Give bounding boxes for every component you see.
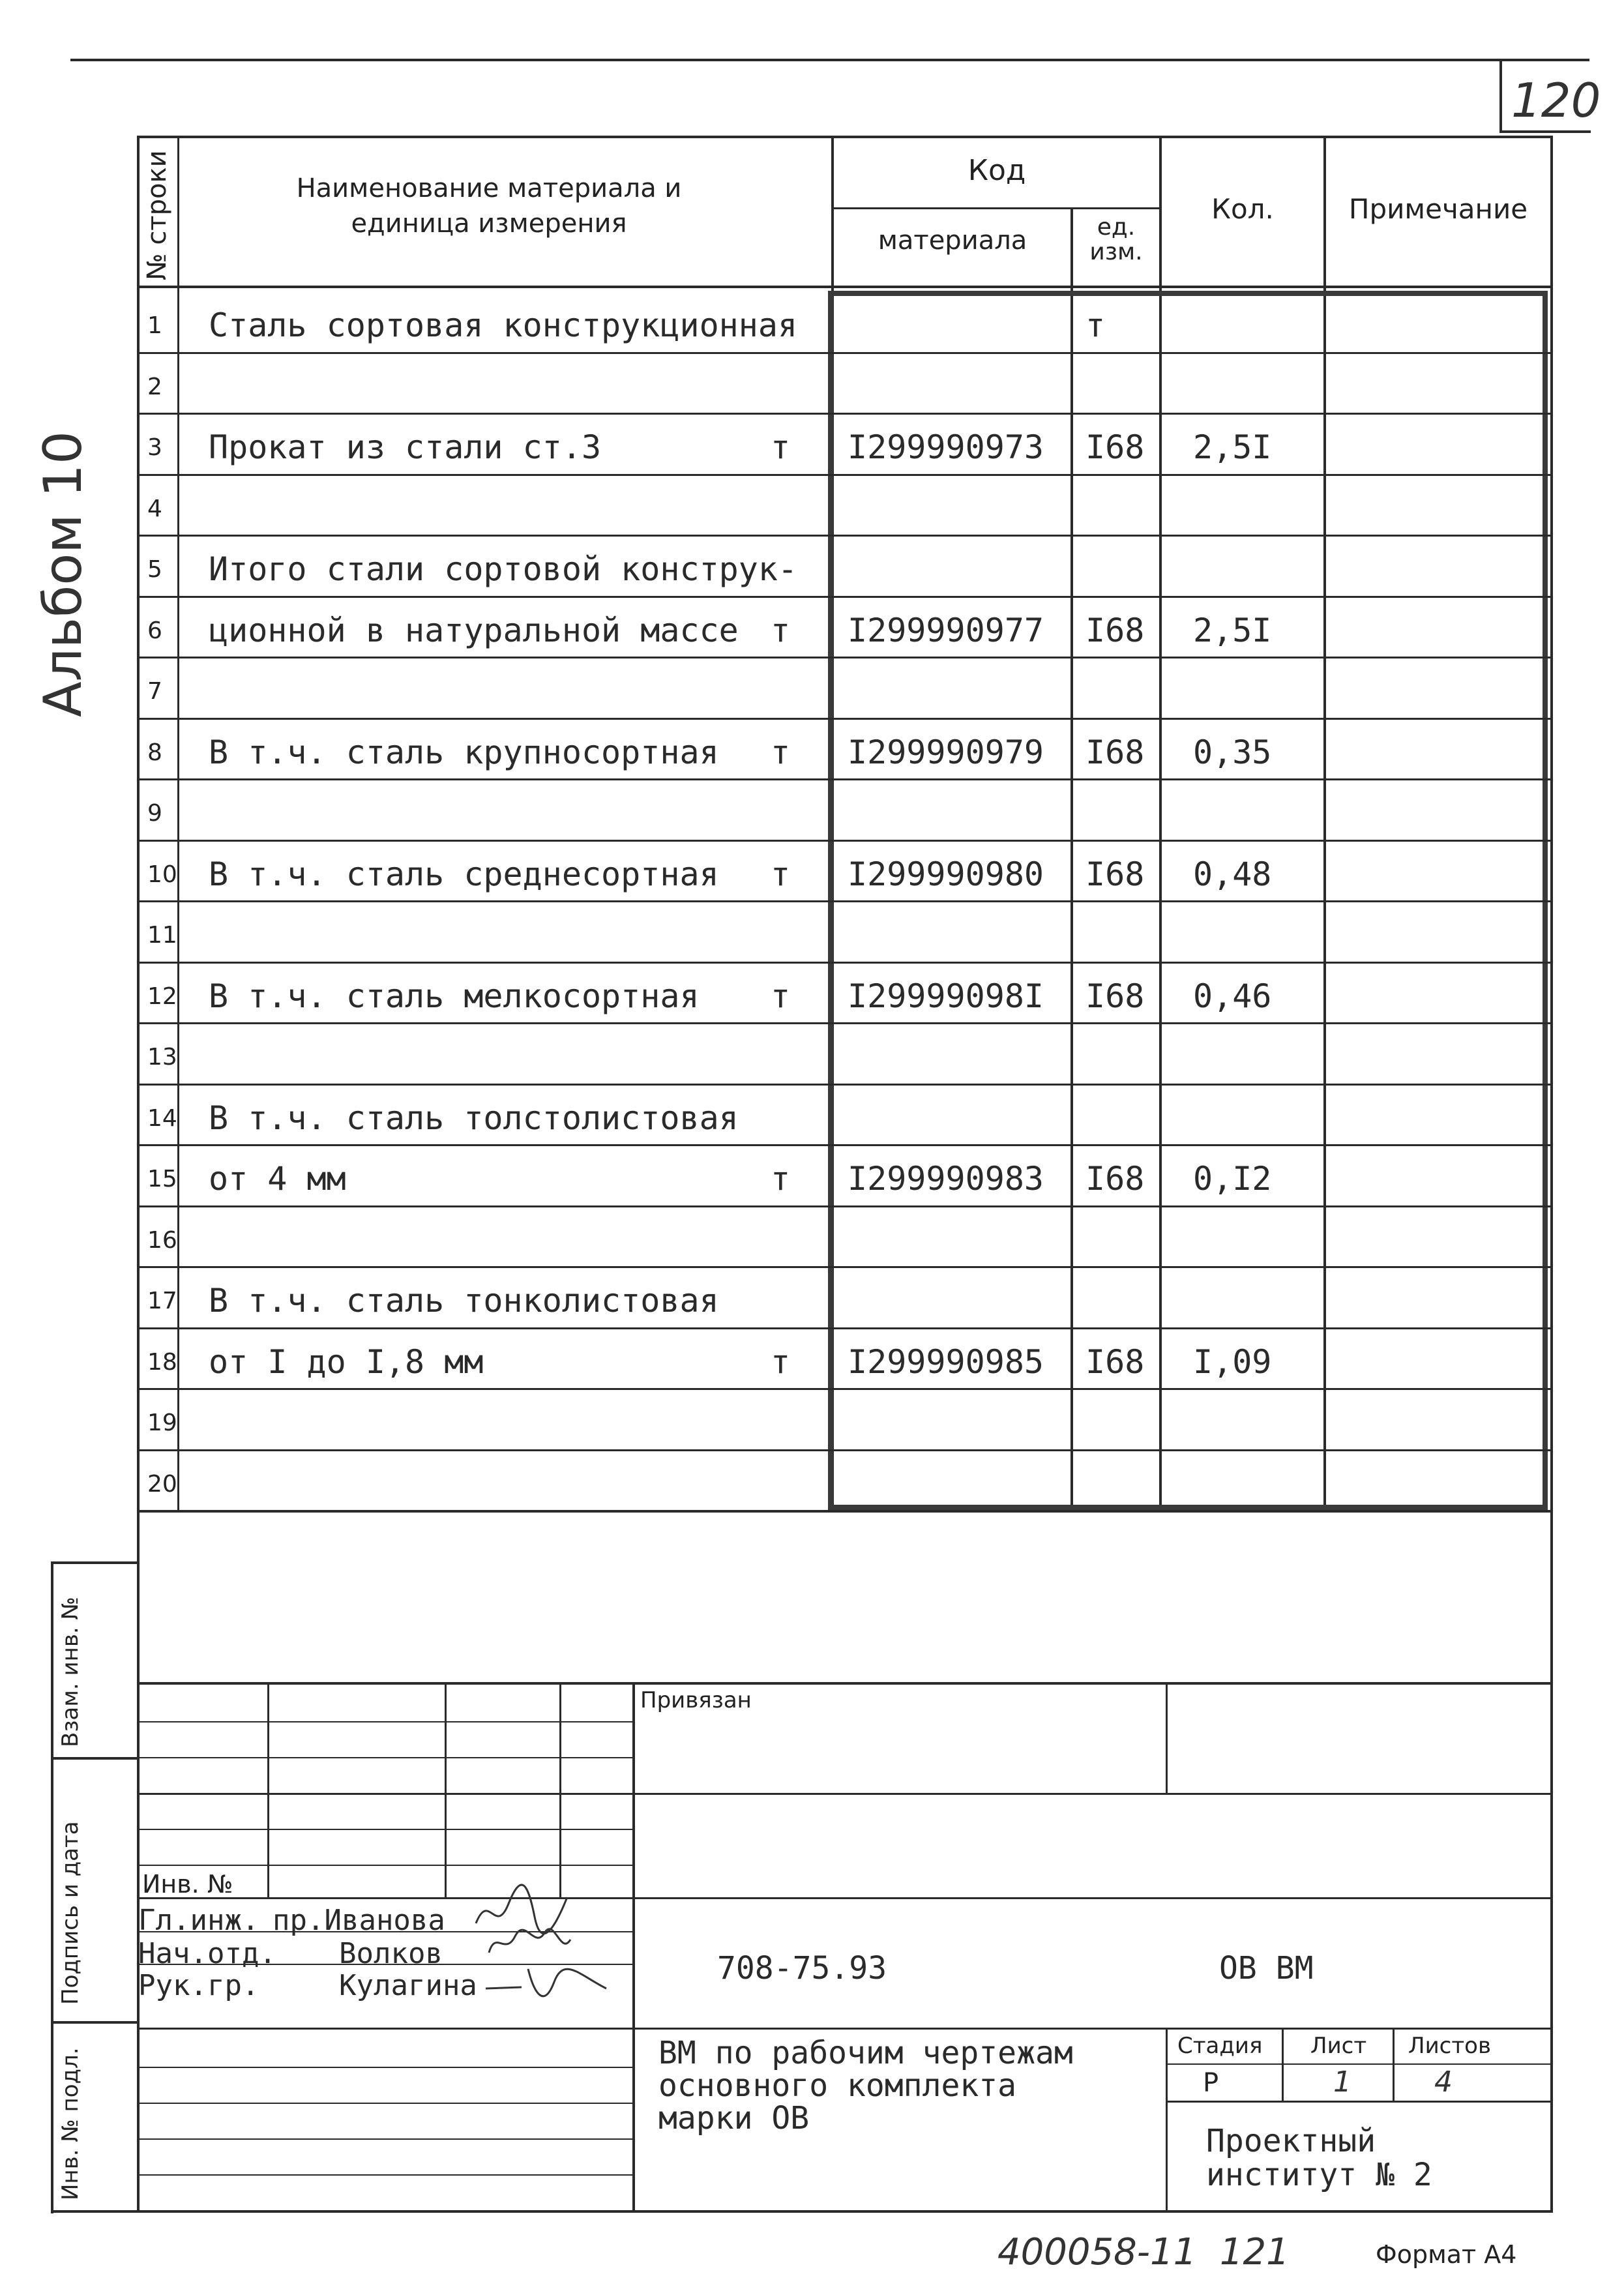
row-separator (138, 474, 1550, 476)
row-quantity: I,09 (1193, 1343, 1272, 1381)
doc-mark: ОВ ВМ (1219, 1950, 1314, 1987)
unit-header: ед. изм. (1089, 214, 1143, 265)
row-number: 13 (147, 1044, 177, 1071)
row-number: 10 (147, 861, 177, 888)
row-separator (138, 1084, 1550, 1086)
stamp-line-2 (137, 1757, 634, 1758)
header-bottom-border (137, 286, 1553, 288)
row-number: 8 (147, 739, 162, 766)
row-separator (138, 1388, 1550, 1390)
stage-label: Стадия (1177, 2033, 1263, 2059)
stamp-line-12 (137, 2138, 634, 2140)
qty-header: Кол. (1211, 193, 1274, 225)
side-strip-top (51, 1561, 138, 1564)
row-unit-code: I68 (1085, 428, 1145, 466)
row-unit-code: т (1085, 306, 1106, 344)
doc-title-line1: ВМ по рабочим чертежам (658, 2035, 1073, 2071)
row-quantity: 0,35 (1193, 733, 1272, 771)
sheets-label: Листов (1408, 2033, 1492, 2059)
stage-block-left (1166, 2028, 1168, 2211)
row-material-name: В т.ч. сталь крупносортная (209, 733, 719, 771)
row-separator (138, 778, 1550, 780)
stamp-line-9 (137, 2028, 1553, 2030)
material-header: материала (878, 226, 1027, 256)
org-line2: институт № 2 (1206, 2157, 1432, 2193)
row-quantity: 0,46 (1193, 977, 1272, 1015)
row-quantity: 0,48 (1193, 855, 1272, 893)
row-number: 9 (147, 800, 162, 827)
stamp-top (137, 1682, 1553, 1685)
row-unit-marker: т (771, 733, 791, 771)
privyazan-label: Привязан (640, 1687, 752, 1713)
row-separator (138, 413, 1550, 415)
row-number: 12 (147, 983, 177, 1010)
row-number: 15 (147, 1166, 177, 1192)
row-separator (138, 535, 1550, 537)
row-number: 18 (147, 1349, 177, 1376)
code-header: Код (967, 154, 1026, 187)
name-header: Наименование материала и единица измерения (296, 173, 682, 239)
row-material-name: от 4 мм (209, 1160, 346, 1198)
row-separator (138, 1022, 1550, 1024)
stamp-col-main (632, 1682, 635, 2211)
row-unit-code: I68 (1085, 855, 1145, 893)
row-separator (138, 962, 1550, 964)
role-1: Гл.инж. (138, 1904, 259, 1937)
sheets-value: 4 (1434, 2065, 1453, 2099)
row-material-name: В т.ч. сталь толстолистовая (209, 1099, 739, 1137)
data-bottom-border (137, 1510, 1553, 1513)
row-separator (138, 900, 1550, 902)
stage-value: Р (1203, 2068, 1219, 2098)
name-3: Кулагина (339, 1969, 477, 2002)
row-number: 5 (147, 556, 162, 583)
row-material-name: В т.ч. сталь среднесортная (209, 855, 719, 893)
org-line1: Проектный (1206, 2123, 1376, 2159)
stamp-col-privyazan-right (1166, 1682, 1168, 1793)
name-1: пр.Иванова (273, 1904, 445, 1937)
note-header: Примечание (1348, 193, 1528, 225)
role-2: Нач.отд. (138, 1937, 276, 1970)
row-material-name: В т.ч. сталь мелкосортная (209, 977, 700, 1015)
code-subheader-line (831, 207, 1160, 209)
stamp-line-6 (137, 1897, 1553, 1899)
page-number-box-left (1499, 60, 1502, 132)
footer-format: Формат А4 (1376, 2240, 1517, 2269)
row-number: 20 (147, 1471, 177, 1498)
stage-bottom-line (1166, 2101, 1553, 2103)
vzam-label: Взам. инв. № (57, 1597, 83, 1747)
row-number: 6 (147, 617, 162, 644)
row-separator (138, 1144, 1550, 1146)
row-number: 7 (147, 678, 162, 705)
footer-handwritten: 400058-11 121 (997, 2231, 1290, 2273)
sheet-label: Лист (1310, 2033, 1367, 2059)
stamp-line-10 (137, 2067, 634, 2068)
row-unit-marker: т (771, 1160, 791, 1198)
side-strip-sep1 (51, 1757, 138, 1760)
doc-title-line3: марки ОВ (658, 2100, 810, 2136)
row-unit-code: I68 (1085, 1343, 1145, 1381)
row-material-code: I299990977 (848, 612, 1044, 649)
stamp-line-4 (137, 1829, 634, 1830)
row-number: 2 (147, 374, 162, 400)
row-quantity: 2,5I (1193, 428, 1272, 466)
row-unit-marker: т (771, 977, 791, 1015)
row-separator (138, 840, 1550, 842)
row-material-name: Прокат из стали ст.3 (209, 428, 602, 466)
stage-mid-line (1166, 2063, 1553, 2065)
row-number: 3 (147, 434, 162, 461)
row-separator (138, 657, 1550, 658)
top-rule (70, 59, 1589, 61)
sheet-value: 1 (1333, 2065, 1351, 2099)
row-no-header: № строки (142, 150, 172, 280)
row-unit-marker: т (771, 855, 791, 893)
side-strip-left (51, 1561, 53, 2213)
table-left-border (137, 137, 140, 2210)
name-2: Волков (339, 1937, 443, 1970)
stamp-line-13 (137, 2174, 634, 2176)
row-material-code: I299990980 (848, 855, 1044, 893)
row-unit-code: I68 (1085, 1160, 1145, 1198)
row-number: 14 (147, 1105, 177, 1132)
doc-title-line2: основного комплекта (658, 2067, 1017, 2104)
row-material-name: ционной в натуральной массе (209, 612, 739, 649)
row-number: 17 (147, 1288, 177, 1314)
row-material-code: I299990979 (848, 733, 1044, 771)
side-strip-bottom (51, 2210, 1553, 2213)
row-number: 4 (147, 495, 162, 522)
row-material-code: I299990985 (848, 1343, 1044, 1381)
inv-no-label: Инв. № (142, 1870, 233, 1899)
stamp-line-3 (137, 1793, 1553, 1795)
signature-3 (482, 1956, 613, 2015)
row-unit-marker: т (771, 428, 791, 466)
stamp-line-5 (137, 1865, 634, 1866)
role-3: Рук.гр. (138, 1969, 259, 2002)
doc-code: 708-75.93 (717, 1950, 887, 1987)
stamp-line-11 (137, 2103, 634, 2104)
side-strip-sep2 (51, 2021, 138, 2024)
row-material-name: В т.ч. сталь тонколистовая (209, 1282, 719, 1320)
row-unit-code: I68 (1085, 612, 1145, 649)
row-separator (138, 1449, 1550, 1451)
album-label: Альбом 10 (33, 431, 93, 717)
row-unit-code: I68 (1085, 977, 1145, 1015)
row-material-name: от I до I,8 мм (209, 1343, 484, 1381)
row-number: 11 (147, 922, 177, 949)
row-separator (138, 1327, 1550, 1329)
row-number: 16 (147, 1227, 177, 1254)
page-number: 120 (1511, 73, 1601, 128)
table-top-border (137, 136, 1553, 138)
row-number: 19 (147, 1410, 177, 1436)
row-separator (138, 352, 1550, 354)
row-material-name: Итого стали сортовой конструк- (209, 550, 798, 588)
row-material-name: Сталь сортовая конструкционная (209, 306, 798, 344)
stamp-line-1 (137, 1721, 634, 1722)
row-separator (138, 596, 1550, 598)
row-material-code: I299990973 (848, 428, 1044, 466)
row-unit-marker: т (771, 612, 791, 649)
row-unit-marker: т (771, 1343, 791, 1381)
row-separator (138, 718, 1550, 720)
row-separator (138, 1266, 1550, 1268)
row-quantity: 2,5I (1193, 612, 1272, 649)
row-material-code: I299990983 (848, 1160, 1044, 1198)
row-material-code: I29999098I (848, 977, 1044, 1015)
col-sep-rowno (177, 137, 179, 1513)
inv-podl-label: Инв. № подл. (57, 2047, 83, 2200)
row-unit-code: I68 (1085, 733, 1145, 771)
page-number-box-bottom (1499, 130, 1591, 133)
podpis-label: Подпись и дата (57, 1821, 83, 2005)
row-separator (138, 1205, 1550, 1207)
table-right-border (1550, 137, 1553, 2210)
row-number: 1 (147, 312, 162, 339)
row-quantity: 0,I2 (1193, 1160, 1272, 1198)
